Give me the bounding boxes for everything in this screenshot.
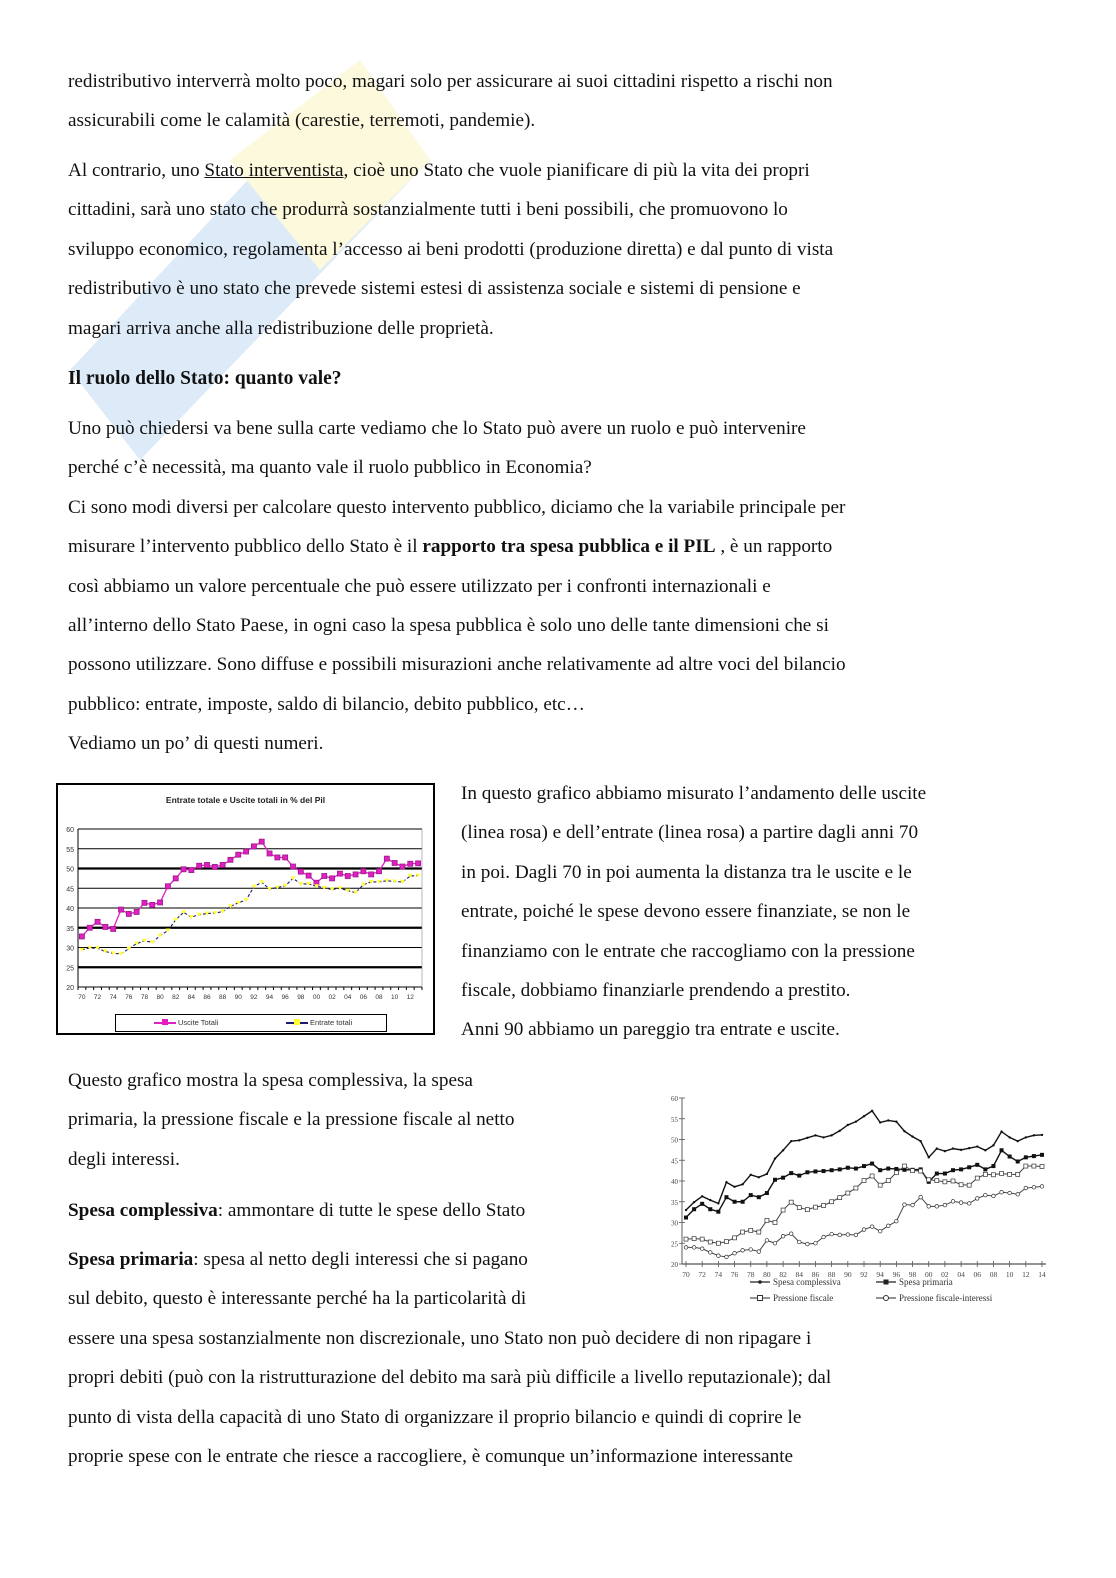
svg-text:30: 30 [66, 945, 74, 953]
svg-text:04: 04 [344, 994, 352, 1001]
legend-line-open-square-icon [750, 1294, 770, 1302]
svg-text:98: 98 [297, 994, 305, 1001]
svg-text:70: 70 [682, 1270, 690, 1279]
chart-plot-area [58, 785, 433, 1033]
paragraph-ruolo [68, 409, 1048, 764]
svg-text:74: 74 [714, 1270, 723, 1279]
text-line: propri debiti (può con la ristrutturazione del debito ma sarà più difficile a livello reputazionale); dal [68, 1367, 832, 1389]
text-line: proprie spese con le entrate che riesce a raccogliere, è comunque un’informazione interessante [68, 1446, 794, 1468]
legend-line-filled-square-icon [876, 1278, 896, 1286]
text-line: fiscale, dobbiamo finanziarle prendendo a prestito. [461, 980, 851, 1002]
legend-label: Uscite Totali [178, 1018, 219, 1027]
text-line: così abbiamo un valore percentuale che può essere utilizzato per i confronti internazionali e [68, 575, 771, 597]
text-segment: , cioè uno Stato che vuole pianificare di più la vita dei propri [343, 160, 810, 181]
svg-text:92: 92 [860, 1270, 868, 1279]
svg-text:60: 60 [66, 827, 74, 834]
text-line: redistributivo interverrà molto poco, magari solo per assicurare ai suoi cittadini rispetto a rischi non [68, 71, 833, 92]
svg-text:35: 35 [66, 925, 74, 933]
legend-label: Pressione fiscale [773, 1293, 834, 1303]
svg-text:20: 20 [66, 985, 74, 992]
text-line: sul debito, questo è interessante perché ha la particolarità di [68, 1288, 527, 1310]
svg-text:06: 06 [359, 994, 367, 1001]
text-line: cittadini, sarà uno stato che produrrà sostanzialmente tutti i beni possibili, che promuovono lo [68, 199, 788, 221]
text-line: pubblico: entrate, imposte, saldo di bilancio, debito pubblico, etc… [68, 693, 585, 715]
chart-plot-area [668, 1088, 1048, 1310]
svg-text:96: 96 [281, 994, 289, 1001]
svg-text:90: 90 [844, 1270, 852, 1279]
svg-text:82: 82 [779, 1270, 787, 1279]
text-line: Questo grafico mostra la spesa complessiva, la spesa [68, 1070, 473, 1091]
text-line: punto di vista della capacità di uno Stato di organizzare il proprio bilancio e quindi di coprire le [68, 1406, 802, 1428]
svg-text:78: 78 [746, 1270, 755, 1279]
svg-text:02: 02 [941, 1270, 949, 1279]
text-line: entrate, poiché le spese devono essere finanziate, se non le [461, 901, 911, 923]
svg-text:25: 25 [671, 1240, 678, 1249]
text-line: (linea rosa) e dell’entrate (linea rosa) a partire dagli anni 70 [461, 822, 919, 844]
svg-text:90: 90 [234, 994, 242, 1001]
svg-text:00: 00 [312, 994, 321, 1001]
definition-spesa-primaria [68, 1240, 658, 1319]
text-line: in poi. Dagli 70 in poi aumenta la distanza tra le uscite e le [461, 861, 912, 883]
svg-text:55: 55 [671, 1115, 678, 1124]
legend-swatch-icon [286, 1022, 308, 1024]
text-line: finanziamo con le entrate che raccogliamo con la pressione [461, 940, 915, 962]
legend-swatch-icon [154, 1022, 176, 1024]
text-line: Ci sono modi diversi per calcolare questo intervento pubblico, diciamo che la variabile principale per [68, 496, 846, 518]
svg-text:82: 82 [172, 994, 180, 1001]
definition-term: Spesa complessiva [68, 1200, 218, 1221]
svg-text:04: 04 [957, 1270, 965, 1279]
definition-spesa-complessiva [68, 1191, 658, 1230]
svg-text:72: 72 [698, 1270, 706, 1279]
svg-text:86: 86 [811, 1270, 820, 1279]
underlined-term: Stato interventista [204, 160, 344, 181]
text-line: primaria, la pressione fiscale e la pressione fiscale al netto [68, 1109, 515, 1131]
svg-text:12: 12 [1022, 1270, 1030, 1279]
bold-term: rapporto tra spesa pubblica e il PIL [422, 536, 716, 558]
text-line: magari arriva anche alla redistribuzione delle proprietà. [68, 317, 494, 339]
svg-text:98: 98 [908, 1270, 917, 1279]
svg-text:76: 76 [125, 994, 133, 1001]
svg-text:50: 50 [66, 866, 74, 874]
svg-text:06: 06 [973, 1270, 982, 1279]
text-line: Uno può chiedersi va bene sulla carte vediamo che lo Stato può avere un ruolo e può intervenire [68, 418, 806, 439]
svg-text:14: 14 [1038, 1270, 1046, 1279]
svg-text:92: 92 [250, 994, 258, 1001]
chart1-description [461, 774, 1051, 1050]
text-line: sviluppo economico, regolamenta l’accesso ai beni prodotti (produzione diretta) e dal punto di vista [68, 238, 834, 260]
legend-item-spesa-primaria [876, 1277, 953, 1287]
svg-text:76: 76 [730, 1270, 739, 1279]
svg-text:30: 30 [671, 1219, 678, 1228]
svg-text:40: 40 [671, 1178, 678, 1186]
text-line: possono utilizzare. Sono diffuse e possibili misurazioni anche relativamente ad altre voci del bilancio [68, 654, 846, 676]
svg-text:45: 45 [671, 1157, 678, 1166]
svg-text:12: 12 [406, 994, 414, 1001]
chart-title: Entrate totale e Uscite totali in % del Pil [165, 795, 326, 805]
svg-text:10: 10 [1005, 1270, 1014, 1279]
paragraph-interventista [68, 151, 1048, 348]
legend-line-filled-marker-icon [750, 1278, 770, 1286]
paragraph-spesa-primaria-cont [68, 1319, 1048, 1477]
legend-item-pressione-fiscale [750, 1293, 833, 1303]
svg-text:45: 45 [66, 886, 74, 894]
text-line: redistributivo è uno stato che prevede sistemi estesi di assistenza sociale e sistemi di pensione e [68, 278, 801, 300]
legend-label: Entrate totali [310, 1018, 353, 1027]
svg-text:00: 00 [924, 1270, 933, 1279]
definition-text: : ammontare di tutte le spese dello Stato [217, 1200, 526, 1221]
legend-item-entrate [286, 1018, 352, 1027]
svg-text:84: 84 [795, 1270, 804, 1279]
section-heading: Il ruolo dello Stato: quanto vale? [68, 368, 342, 389]
svg-text:10: 10 [391, 994, 399, 1001]
definition-text: : spesa al netto degli interessi che si pagano [193, 1249, 528, 1270]
svg-text:94: 94 [265, 994, 274, 1001]
text-line: Anni 90 abbiamo un pareggio tra entrate e uscite. [461, 1019, 840, 1041]
legend-item-spesa-complessiva [750, 1277, 841, 1287]
svg-text:86: 86 [203, 994, 211, 1001]
text-line: degli interessi. [68, 1148, 180, 1170]
legend-label: Pressione fiscale-interessi [899, 1293, 993, 1303]
chart-legend [115, 1014, 387, 1032]
svg-text:60: 60 [671, 1095, 678, 1103]
legend-label: Spesa primaria [899, 1277, 953, 1287]
svg-text:96: 96 [892, 1270, 901, 1279]
legend-item-uscite [154, 1018, 218, 1027]
svg-text:25: 25 [66, 965, 74, 973]
text-segment: Al contrario, uno [68, 160, 205, 181]
svg-text:35: 35 [671, 1198, 678, 1207]
chart-entrate-uscite [56, 783, 435, 1035]
svg-text:50: 50 [671, 1136, 678, 1145]
text-line: essere una spesa sostanzialmente non discrezionale, uno Stato non può decidere di non ripagare i [68, 1328, 812, 1349]
svg-text:55: 55 [66, 846, 74, 854]
svg-text:80: 80 [763, 1270, 771, 1279]
paragraph-intro [68, 62, 1048, 141]
svg-text:70: 70 [78, 994, 86, 1001]
svg-text:02: 02 [328, 994, 336, 1001]
text-line: perché c’è necessità, ma quanto vale il ruolo pubblico in Economia? [68, 457, 592, 479]
chart-spesa-pressione [668, 1088, 1048, 1310]
svg-text:94: 94 [876, 1270, 884, 1279]
legend-item-pressione-fiscale-interessi [876, 1293, 992, 1303]
svg-text:40: 40 [66, 906, 74, 913]
legend-line-open-circle-icon [876, 1294, 896, 1302]
chart2-description [68, 1061, 648, 1179]
svg-text:08: 08 [989, 1270, 998, 1279]
text-line: Vediamo un po’ di questi numeri. [68, 733, 324, 755]
svg-text:88: 88 [827, 1270, 836, 1279]
text-line: In questo grafico abbiamo misurato l’andamento delle uscite [461, 783, 927, 804]
svg-text:08: 08 [375, 994, 383, 1001]
svg-text:88: 88 [219, 994, 227, 1001]
text-line: assicurabili come le calamità (carestie, terremoti, pandemie). [68, 110, 536, 132]
svg-text:84: 84 [187, 994, 195, 1001]
svg-text:80: 80 [156, 994, 164, 1001]
text-segment: , è un rapporto [715, 536, 833, 558]
svg-text:78: 78 [140, 994, 149, 1001]
svg-text:72: 72 [93, 994, 102, 1001]
text-segment: misurare l’intervento pubblico dello Stato è il [68, 536, 423, 558]
svg-text:74: 74 [109, 994, 117, 1001]
legend-label: Spesa complessiva [773, 1277, 841, 1287]
definition-term: Spesa primaria [68, 1249, 194, 1270]
svg-text:20: 20 [671, 1261, 678, 1269]
text-line: all’interno dello Stato Paese, in ogni caso la spesa pubblica è solo uno delle tante dimensioni che si [68, 615, 829, 637]
